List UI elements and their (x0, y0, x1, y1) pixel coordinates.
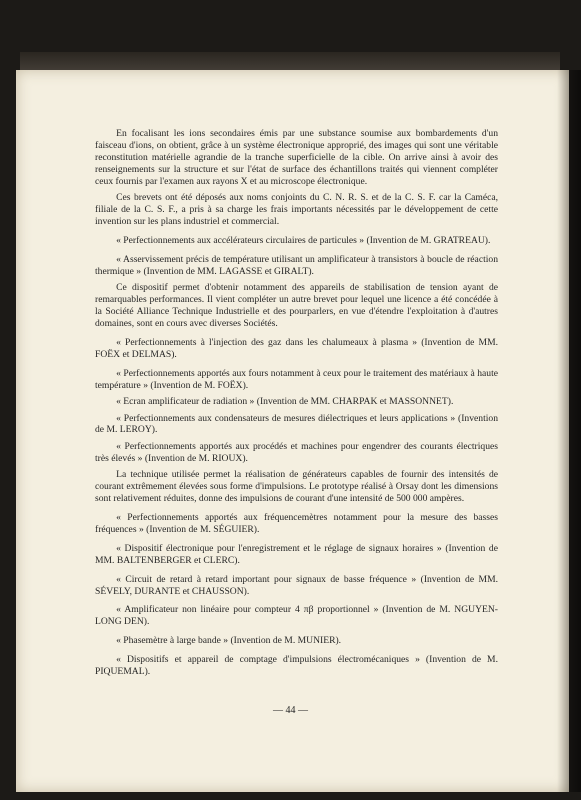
paragraph: En focalisant les ions secondaires émis par une substance soumise aux bombardements d'un faisceau d'ions, on obtient, grâce à un système électronique approprié, des images qui sont une véritable reconstitution matérielle agrandie de la tranche superficielle de la cible. On arrive ainsi à avoir des renseignements sur la structure et sur l'état de surface des échantillons traités qui viennent compléter ceux fournis par l'examen aux rayons X et au microscope électronique. (95, 128, 498, 187)
paragraph: « Perfectionnements apportés aux fréquencemètres notamment pour la mesure des basses fréquences » (Invention de M. SÉGUIER). (95, 512, 498, 535)
paragraph: « Dispositif électronique pour l'enregistrement et le réglage de signaux horaires » (Invention de MM. BALTENBERGER et CLERC). (95, 542, 498, 566)
paragraph: « Phasemètre à large bande » (Invention de M. MUNIER). (116, 635, 342, 647)
body-text (95, 128, 498, 683)
paragraph: « Amplificateur non linéaire pour compteur 4 πβ proportionnel » (Invention de M. NGUYEN-LONG DEN). (95, 604, 498, 628)
paragraph: « Perfectionnements apportés aux fours notamment à ceux pour le traitement des matériaux à haute température » (Invention de M. FOËX). (95, 367, 498, 391)
page-shadow (557, 70, 581, 792)
paragraph: « Dispositifs et appareil de comptage d'impulsions électromécaniques » (Invention de M. PIQUEMAL). (95, 654, 498, 678)
paragraph: Ces brevets ont été déposés aux noms conjoints du C. N. R. S. et de la C. S. F. car la Caméca, filiale de la C. S. F., a pris à sa charge les frais importants nécessités par le développement de cette invention sur les plans industriel et commercial. (95, 192, 498, 227)
paragraph: Ce dispositif permet d'obtenir notamment des appareils de stabilisation de tension ayant de remarquables performances. Il vient compléter un autre brevet pour lequel une licence a été concédée à la Société Alliance Technique Industrielle et des pourparlers, en vue d'étendre l'exploitation à d'autres domaines, sont en cours avec diverses Sociétés. (95, 282, 498, 329)
paragraph: « Perfectionnements à l'injection des gaz dans les chalumeaux à plasma » (Invention de MM. FOËX et DELMAS). (95, 336, 498, 360)
paragraph: « Perfectionnements aux condensateurs de mesures diélectriques et leurs applications » (Invention de M. LEROY). (95, 412, 498, 436)
paragraph: « Ecran amplificateur de radiation » (Invention de MM. CHARPAK et MASSONNET). (116, 396, 454, 407)
paragraph: « Perfectionnements aux accélérateurs circulaires de particules » (Invention de M. GRATREAU). (116, 234, 491, 246)
paragraph: La technique utilisée permet la réalisation de générateurs capables de fournir des intensités de courant extrêmement élevées sous forme d'impulsions. Le prototype réalisé à Orsay dont les dimensions sont relativement réduites, donne des impulsions de courant d'une intensité de 500 000 ampères. (95, 469, 498, 505)
page-number: — 44 — (273, 705, 308, 716)
paragraph: « Circuit de retard à retard important pour signaux de basse fréquence » (Invention de MM. SÉVELY, DURANTE et CHAUSSON). (95, 573, 498, 597)
paragraph: « Perfectionnements apportés aux procédés et machines pour engendrer des courants électriques très élevés » (Invention de M. RIOUX). (95, 440, 498, 464)
paragraph: « Asservissement précis de température utilisant un amplificateur à transistors à boucle de réaction thermique » (Invention de MM. LAGASSE et GIRALT). (95, 253, 498, 277)
